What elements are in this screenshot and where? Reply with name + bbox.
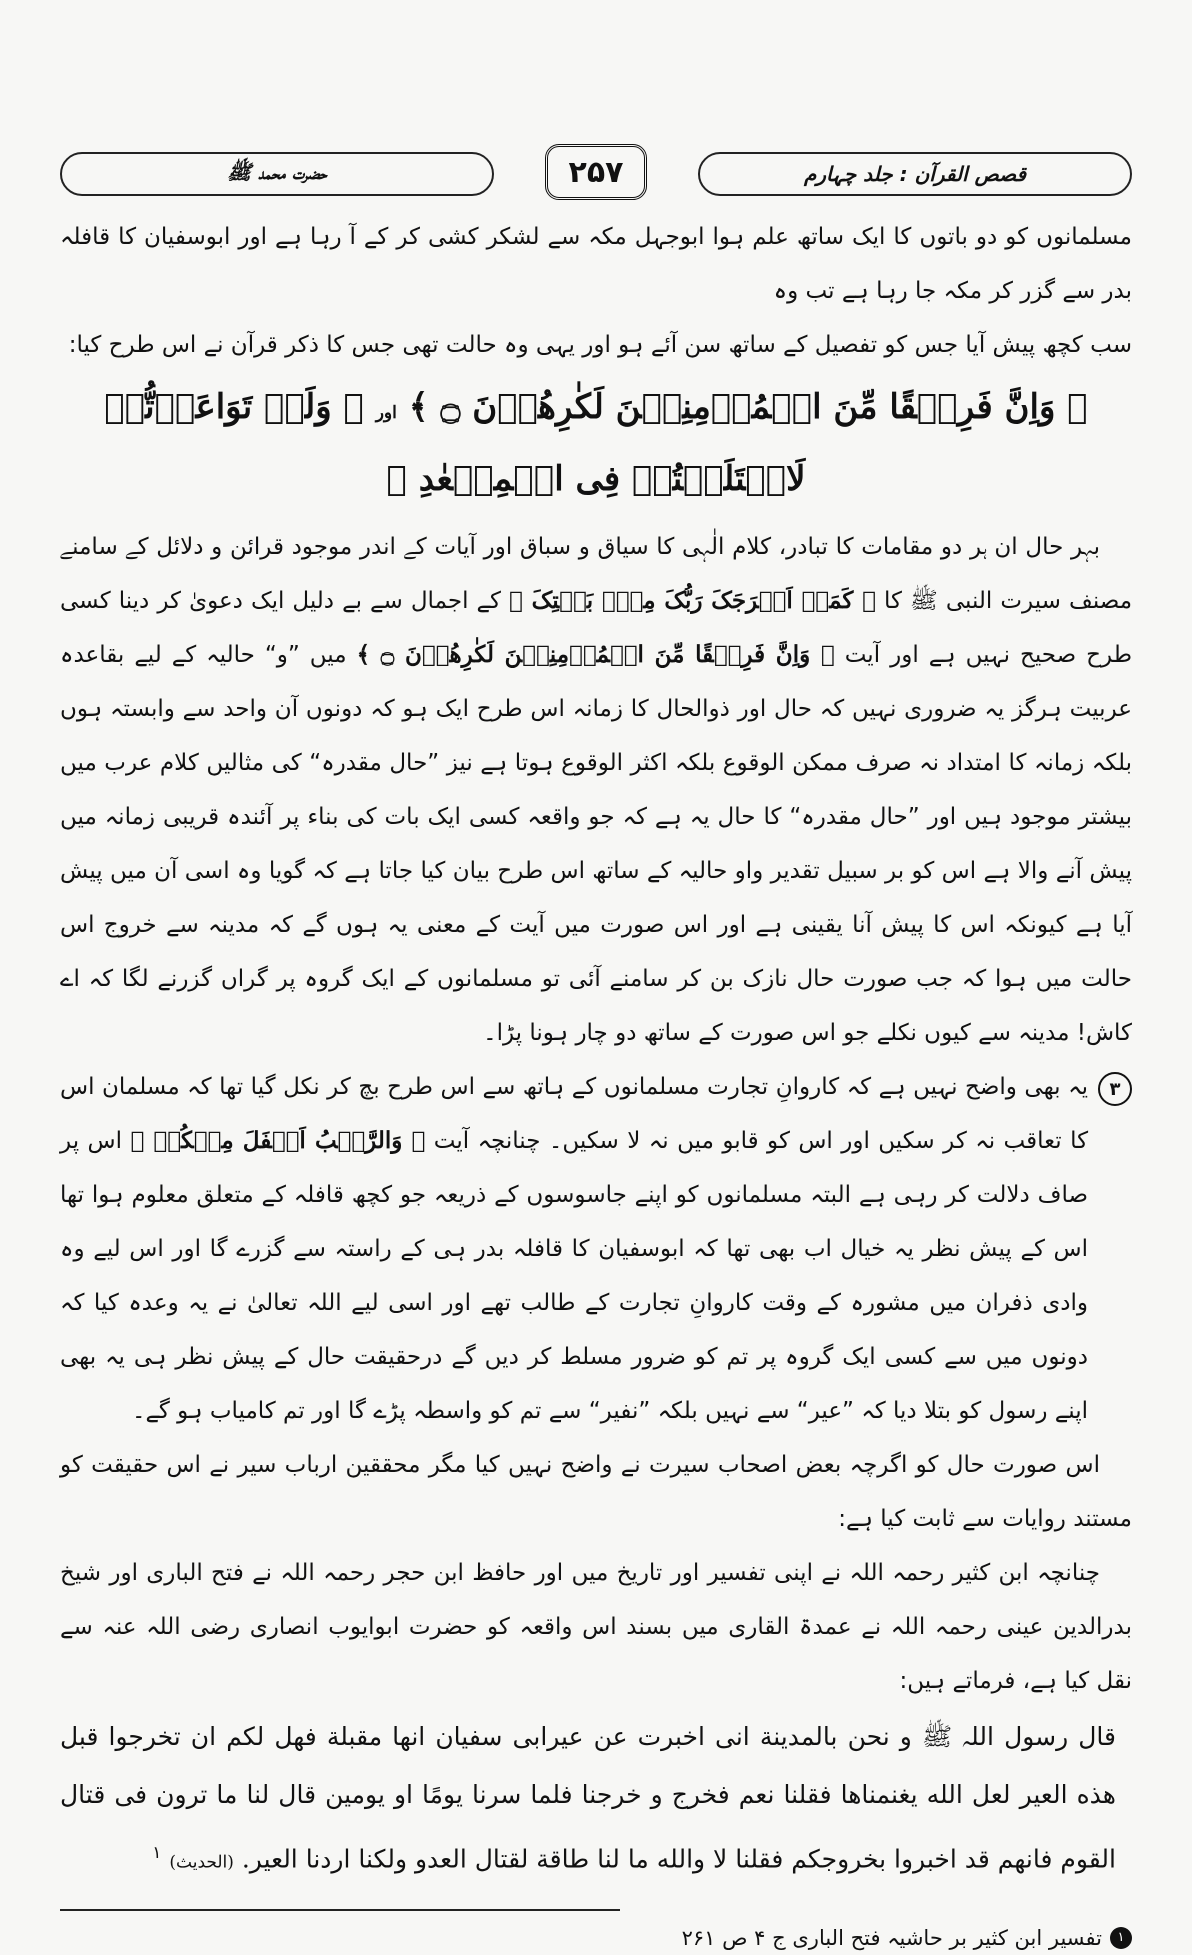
inline-verse-a: ﴿ کَمَاۤ اَخۡرَجَکَ رَبُّکَ مِنۡۢ بَیۡتِکَ ﴾	[509, 587, 876, 614]
paragraph-analysis: بہر حال ان ہر دو مقامات کا تبادر، کلام الٰہی کا سیاق و سباق اور آیات کے اندر موجود قرائن و دلائل کے سامنے مصنف سیرت النبی ﷺ کا ﴿ کَمَاۤ اَخۡرَجَکَ رَبُّکَ مِنۡۢ بَیۡتِکَ ﴾ کے اجمال سے بے دلیل ایک دعویٰ کر دینا کسی طرح صحیح نہیں ہے اور آیت ﴿ وَاِنَّ فَرِیۡقًا مِّنَ الۡمُؤۡمِنِیۡنَ لَکٰرِهُوۡنَ ۝ ﴾ میں ”و“ حالیہ کے لیے بقاعدہ عربیت ہرگز یہ ضروری نہیں کہ حال اور ذوالحال کا زمانہ اس طرح ایک ہو کہ دونوں آن واحد سے وابستہ ہوں بلکہ زمانہ کا امتداد نہ صرف ممکن الوقوع بلکہ اکثر الوقوع ہوتا ہے نیز ”حال مقدرہ“ کی مثالیں کلام عرب میں بیشتر موجود ہیں اور ”حال مقدرہ“ کا حال یہ ہے کہ جو واقعہ کسی ایک بات کی بناء پر آئندہ قریبی زمانہ میں پیش آنے والا ہے اس کو بر سبیل تقدیر واو حالیہ کے ساتھ اس طرح بیان کیا جاتا ہے کہ گویا وہ اسی آن میں پیش آیا ہے کیونکہ اس کا پیش آنا یقینی ہے اور اس صورت میں آیت کے معنی یہ ہوں گے کہ مدینہ سے خروج اس حالت میں ہوا کہ جب صورت حال نازک بن کر سامنے آئی تو مسلمانوں کے ایک گروہ پر گراں گزرنے لگا کہ اے کاش! مدینہ سے کیوں نکلے جو اس صورت کے ساتھ دو چار ہونا پڑا۔	[60, 534, 1133, 1046]
intro-line-2: سب کچھ پیش آیا جس کو تفصیل کے ساتھ سن آئے ہو اور یہی وہ حالت تھی جس کا ذکر قرآن نے اس طرح کیا:	[68, 332, 1132, 358]
footnote	[60, 1921, 1132, 1955]
intro-line-1: مسلمانوں کو دو باتوں کا ایک ساتھ علم ہوا ابوجہل مکہ سے لشکر کشی کر کے آ رہا ہے اور ابوسفیان کا قافلہ بدر سے گزر کر مکہ جا رہا ہے تب وہ	[60, 224, 1132, 304]
quran-verses	[60, 374, 1132, 512]
hadith-tag: (الحديث)	[169, 1852, 234, 1873]
hadith-text: قال رسول اللہ ﷺ و نحن بالمدينة انی اخبرت عن عيرابی سفيان انها مقبلة فهل لكم ان تخرجوا قبل هذه العير لعل الله يغنمناها فقلنا نعم فخرج و خرجنا فلما سرنا يومًا او يومين قال لنا ما ترون فی قتال القوم فانهم قد اخبروا بخروجكم فقلنا لا والله ما لنا طاقة لقتال العدو ولكنا اردنا العير. (الحديث) $^۱$	[60, 1722, 1116, 1874]
chapter-title: حضرت محمد ﷺ	[60, 152, 494, 196]
numbered-point-3	[60, 1060, 1132, 1438]
footnote-divider	[60, 1909, 620, 1911]
inline-verse-c: ﴿ وَالرَّکۡبُ اَسۡفَلَ مِنۡکُمۡ ﴾	[130, 1127, 426, 1154]
book-title: قصص القرآن : جلد چہارم	[698, 152, 1132, 196]
footnote-marker: ۱	[1110, 1927, 1132, 1949]
footnote-ref: ۱	[152, 1843, 162, 1863]
running-header	[60, 140, 1132, 202]
verse-connector: اور	[375, 403, 397, 423]
inline-verse-b: ﴿ وَاِنَّ فَرِیۡقًا مِّنَ الۡمُؤۡمِنِیۡنَ لَکٰرِهُوۡنَ ۝ ﴾	[356, 641, 835, 668]
point-number-badge: ۳	[1098, 1072, 1132, 1106]
verse-1: ﴿ وَاِنَّ فَرِیۡقًا مِّنَ الۡمُؤۡمِنِیۡنَ لَکٰرِهُوۡنَ ۝ ﴾	[408, 387, 1088, 427]
page	[60, 140, 1133, 1951]
point-3-text: یہ بھی واضح نہیں ہے کہ کاروانِ تجارت مسلمانوں کے ہاتھ سے اس طرح بچ کر نکل گیا تھا کہ مسلمان اس کا تعاقب نہ کر سکیں اور اس کو قابو میں نہ لا سکیں۔ چنانچہ آیت ﴿ وَالرَّکۡبُ اَسۡفَلَ مِنۡکُمۡ ﴾ اس پر صاف دلالت کر رہی ہے البتہ مسلمانوں کو اپنے جاسوسوں کے ذریعہ جو کچھ قافلہ کے متعلق معلوم ہوا تھا اس کے پیش نظر یہ خیال اب بھی تھا کہ ابوسفیان کا قافلہ بدر ہی کے راستہ سے گزرے گا اور اس لیے وہ وادی ذفران میں مشورہ کے وقت کاروانِ تجارت کے طالب تھے اور اسی لیے اللہ تعالیٰ نے یہ وعدہ کیا کہ دونوں میں سے کسی ایک گروہ پر تم کو ضرور مسلط کر دیں گے درحقیقت حال کے پیش نظر ہی یہ بھی اپنے رسول کو بتلا دیا کہ ”عیر“ سے نہیں بلکہ ”نفیر“ سے تم کو واسطہ پڑے گا اور تم کامیاب ہو گے۔	[60, 1074, 1089, 1424]
page-number: ۲۵۷	[545, 144, 647, 200]
paragraph-citation: چنانچہ ابن کثیر رحمہ اللہ نے اپنی تفسیر اور تاریخ میں اور حافظ ابن حجر رحمہ اللہ نے فتح الباری اور شیخ بدرالدین عینی رحمہ اللہ نے عمدۃ القاری میں بسند اس واقعہ کو حضرت ابوایوب انصاری رضی اللہ عنہ سے نقل کیا ہے، فرماتے ہیں:	[60, 1560, 1132, 1694]
paragraph-sources: اس صورت حال کو اگرچہ بعض اصحاب سیرت نے واضح نہیں کیا مگر محققین ارباب سیر نے اس حقیقت کو مستند روایات سے ثابت کیا ہے:	[60, 1452, 1132, 1532]
verse-2: ﴿ وَلَوۡ تَوَاعَدۡتُّمۡ لَاخۡتَلَفۡتُمۡ فِی الۡمِیۡعٰدِ ﴾	[104, 387, 806, 499]
footnote-text: تفسیر ابن کثیر بر حاشیہ فتح الباری ج ۴ ص ۲۶۱	[681, 1926, 1102, 1951]
